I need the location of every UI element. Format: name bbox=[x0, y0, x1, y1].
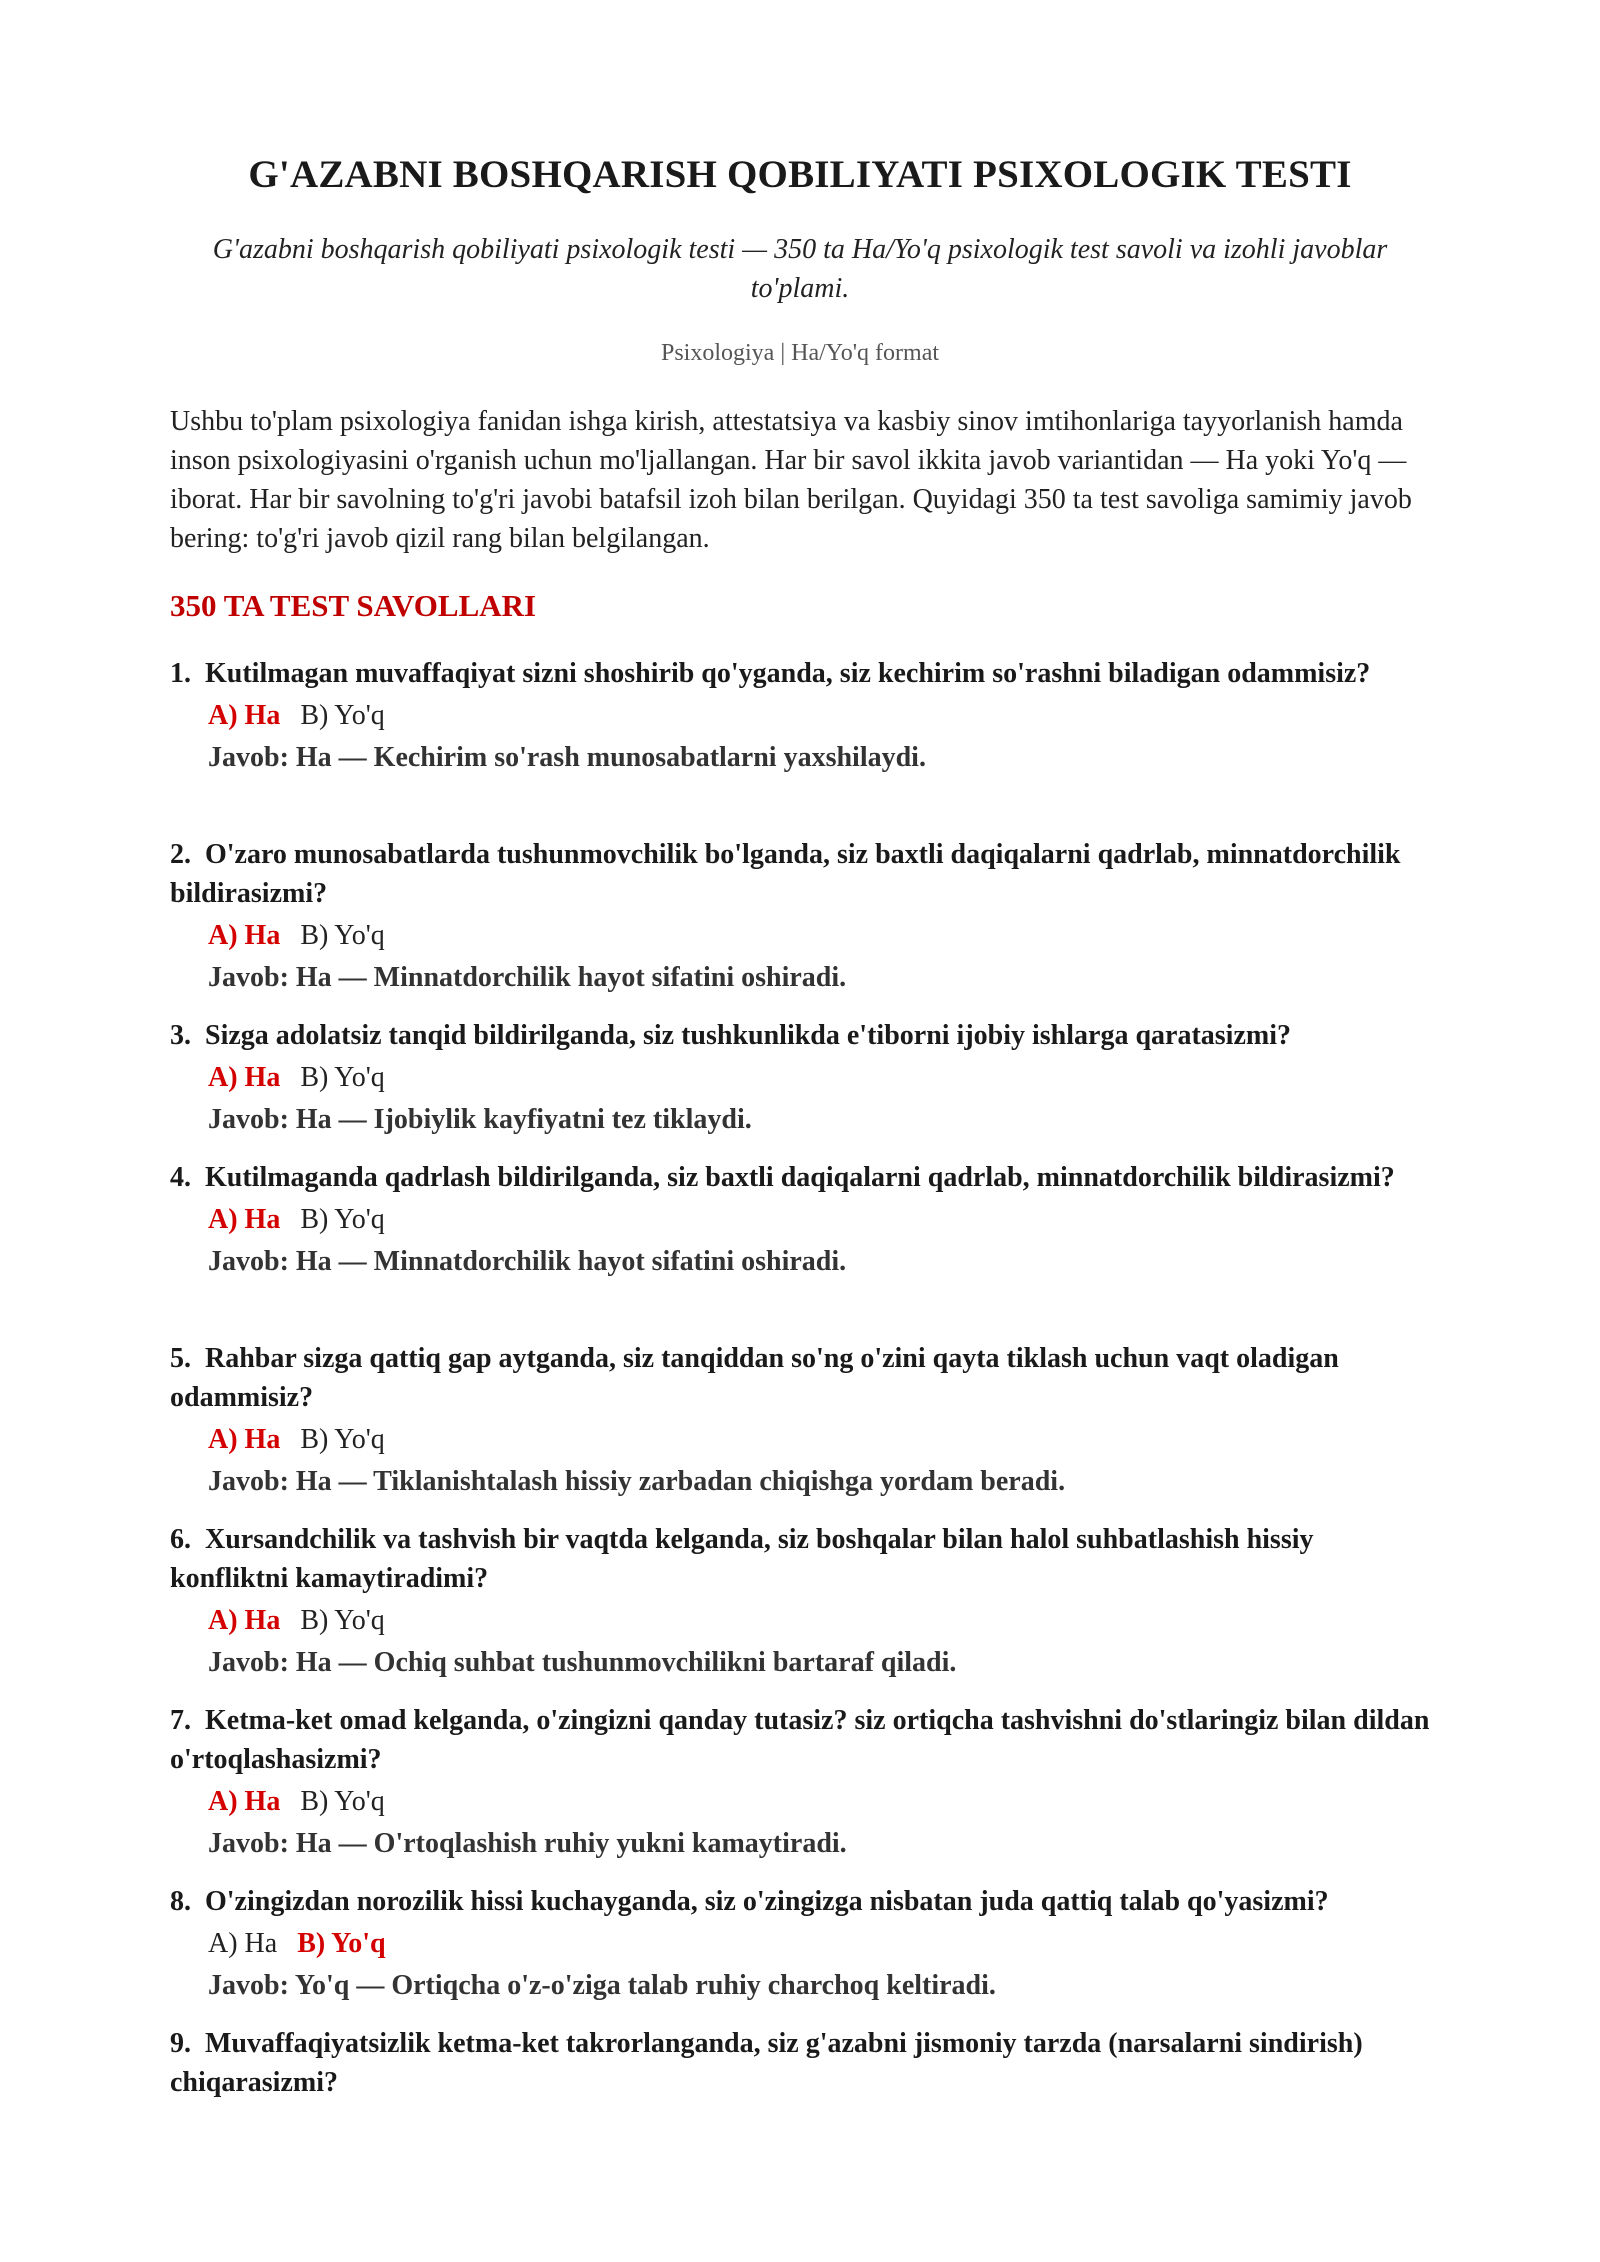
question-item bbox=[170, 654, 1430, 779]
question-number: 4. bbox=[170, 1162, 191, 1193]
option-a[interactable]: A) Ha bbox=[208, 1605, 281, 1636]
option-a[interactable]: A) Ha bbox=[208, 1062, 281, 1093]
question-item bbox=[170, 1339, 1430, 1503]
option-b[interactable]: B) Yo'q bbox=[300, 700, 385, 731]
question-item bbox=[170, 1701, 1430, 1865]
question-text bbox=[170, 2024, 1430, 2102]
option-a[interactable]: A) Ha bbox=[208, 700, 281, 731]
answer-explanation: Javob: Ha — Minnatdorchilik hayot sifatini oshiradi. bbox=[208, 962, 847, 993]
question-text bbox=[170, 1882, 1430, 1921]
question-number: 6. bbox=[170, 1524, 191, 1555]
question-number: 9. bbox=[170, 2028, 191, 2059]
question-body: Rahbar sizga qattiq gap aytganda, siz tanqiddan so'ng o'zini qayta tiklash uchun vaqt oladigan odammisiz? bbox=[170, 1343, 1339, 1413]
question-body: Sizga adolatsiz tanqid bildirilganda, siz tushkunlikda e'tiborni ijobiy ishlarga qaratasizmi? bbox=[205, 1020, 1291, 1051]
question-text bbox=[170, 835, 1430, 913]
question-item bbox=[170, 2024, 1430, 2102]
answer-explanation: Javob: Ha — Minnatdorchilik hayot sifatini oshiradi. bbox=[208, 1246, 847, 1277]
answer-explanation: Javob: Ha — O'rtoqlashish ruhiy yukni kamaytiradi. bbox=[208, 1828, 847, 1859]
question-text bbox=[170, 654, 1430, 693]
question-item bbox=[170, 1016, 1430, 1141]
option-b[interactable]: B) Yo'q bbox=[300, 1424, 385, 1455]
option-a[interactable]: A) Ha bbox=[208, 1204, 281, 1235]
question-text bbox=[170, 1016, 1430, 1055]
question-item bbox=[170, 835, 1430, 999]
question-body: O'zaro munosabatlarda tushunmovchilik bo'lganda, siz baxtli daqiqalarni qadrlab, minnatdorchilik bildirasizmi? bbox=[170, 839, 1401, 909]
question-text bbox=[170, 1158, 1430, 1197]
question-text bbox=[170, 1701, 1430, 1779]
answer-explanation: Javob: Ha — Ijobiylik kayfiyatni tez tiklaydi. bbox=[208, 1104, 752, 1135]
answer-explanation: Javob: Ha — Ochiq suhbat tushunmovchilikni bartaraf qiladi. bbox=[208, 1647, 957, 1678]
question-body: Muvaffaqiyatsizlik ketma-ket takrorlanganda, siz g'azabni jismoniy tarzda (narsalarni sindirish) chiqarasizmi? bbox=[170, 2028, 1363, 2098]
document-subtitle: G'azabni boshqarish qobiliyati psixologik testi — 350 ta Ha/Yo'q psixologik test savoli va izohli javoblar to'plami. bbox=[212, 234, 1388, 304]
question-body: Kutilmagan muvaffaqiyat sizni shoshirib qo'yganda, siz kechirim so'rashni biladigan odammisiz? bbox=[205, 658, 1371, 689]
option-b[interactable]: B) Yo'q bbox=[297, 1928, 386, 1959]
question-number: 1. bbox=[170, 658, 191, 689]
question-number: 5. bbox=[170, 1343, 191, 1374]
question-number: 2. bbox=[170, 839, 191, 870]
answer-options bbox=[208, 1781, 1430, 1823]
option-a[interactable]: A) Ha bbox=[208, 1928, 278, 1959]
option-b[interactable]: B) Yo'q bbox=[300, 1062, 385, 1093]
question-body: Xursandchilik va tashvish bir vaqtda kelganda, siz boshqalar bilan halol suhbatlashish hissiy konfliktni kamaytiradimi? bbox=[170, 1524, 1314, 1594]
question-body: O'zingizdan norozilik hissi kuchayganda, siz o'zingizga nisbatan juda qattiq talab qo'yasizmi? bbox=[205, 1886, 1329, 1917]
document-title: G'AZABNI BOSHQARISH QOBILIYATI PSIXOLOGIK TESTI bbox=[248, 153, 1352, 196]
answer-options bbox=[208, 1199, 1430, 1241]
question-body: Ketma-ket omad kelganda, o'zingizni qanday tutasiz? siz ortiqcha tashvishni do'stlaringiz bilan dildan o'rtoqlashasizmi? bbox=[170, 1705, 1430, 1775]
answer-options bbox=[208, 695, 1430, 737]
question-item bbox=[170, 1158, 1430, 1283]
question-body: Kutilmaganda qadrlash bildirilganda, siz baxtli daqiqalarni qadrlab, minnatdorchilik bildirasizmi? bbox=[205, 1162, 1395, 1193]
option-b[interactable]: B) Yo'q bbox=[300, 920, 385, 951]
option-b[interactable]: B) Yo'q bbox=[300, 1605, 385, 1636]
question-text bbox=[170, 1520, 1430, 1598]
answer-options bbox=[208, 915, 1430, 957]
answer-explanation: Javob: Ha — Kechirim so'rash munosabatlarni yaxshilaydi. bbox=[208, 742, 926, 773]
option-a[interactable]: A) Ha bbox=[208, 1786, 281, 1817]
question-text bbox=[170, 1339, 1430, 1417]
answer-options bbox=[208, 1057, 1430, 1099]
option-a[interactable]: A) Ha bbox=[208, 920, 281, 951]
intro-paragraph: Ushbu to'plam psixologiya fanidan ishga kirish, attestatsiya va kasbiy sinov imtihonlariga tayyorlanish hamda inson psixologiyasini o'rganish uchun mo'ljallangan. Har bir savol ikkita javob variantidan — Ha yoki Yo'q — iborat. Har bir savolning to'g'ri javobi batafsil izoh bilan berilgan. Quyidagi 350 ta test savoliga samimiy javob bering: to'g'ri javob qizil rang bilan belgilangan. bbox=[170, 406, 1412, 554]
question-number: 7. bbox=[170, 1705, 191, 1736]
answer-explanation: Javob: Ha — Tiklanishtalash hissiy zarbadan chiqishga yordam beradi. bbox=[208, 1466, 1066, 1497]
document-meta: Psixologiya | Ha/Yo'q format bbox=[660, 340, 940, 366]
question-item bbox=[170, 1520, 1430, 1684]
option-a[interactable]: A) Ha bbox=[208, 1424, 281, 1455]
option-b[interactable]: B) Yo'q bbox=[300, 1204, 385, 1235]
section-title: 350 TA TEST SAVOLLARI bbox=[170, 588, 537, 623]
question-number: 3. bbox=[170, 1020, 191, 1051]
answer-options bbox=[208, 1600, 1430, 1642]
question-number: 8. bbox=[170, 1886, 191, 1917]
option-b[interactable]: B) Yo'q bbox=[300, 1786, 385, 1817]
answer-options bbox=[208, 1419, 1430, 1461]
answer-explanation: Javob: Yo'q — Ortiqcha o'z-o'ziga talab ruhiy charchoq keltiradi. bbox=[208, 1970, 996, 2001]
question-item bbox=[170, 1882, 1430, 2007]
answer-options bbox=[208, 1923, 1430, 1965]
